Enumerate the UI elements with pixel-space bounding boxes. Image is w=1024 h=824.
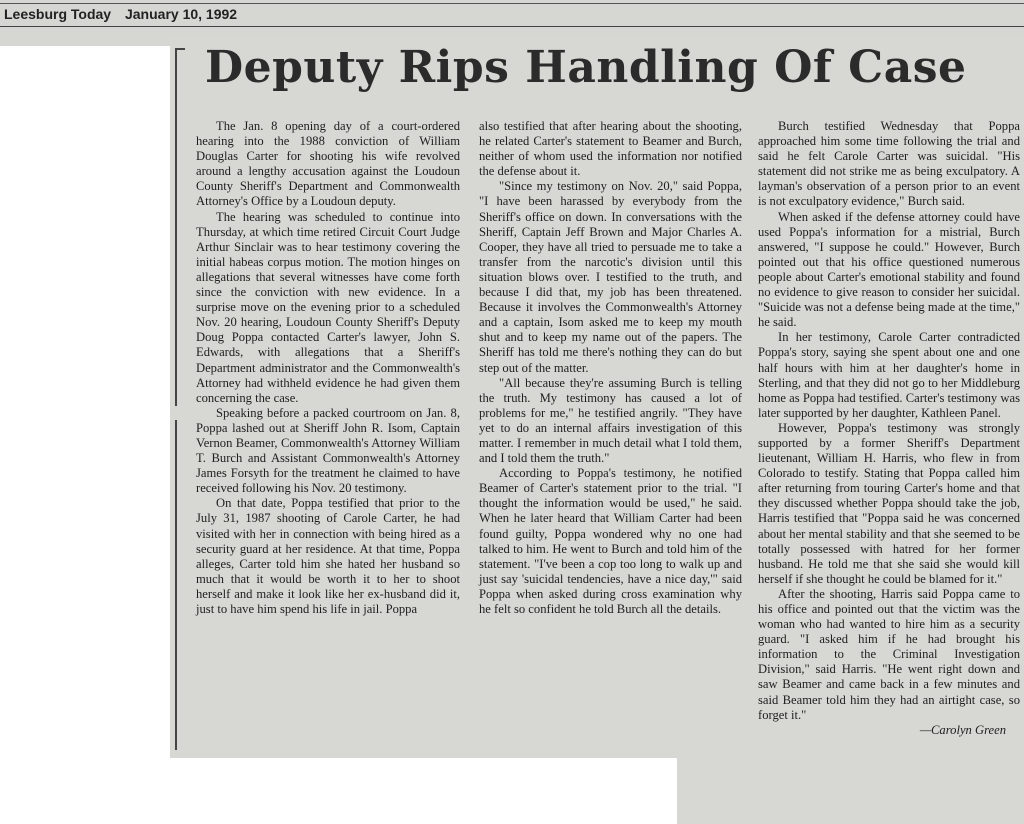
column-border-rule-lower [175, 420, 177, 750]
paragraph: The Jan. 8 opening day of a court-ordered hearing into the 1988 conviction of William Douglas Carter for shooting his wife revolved around a lengthy accusation against the Loudoun County Sheriff's Department and Commonwealth Attorney's Office by a Loudoun deputy. [196, 119, 460, 209]
paragraph: "All because they're assuming Burch is telling the truth. My testimony has caused a lot of problems for me," he testified angrily. "They have yet to do an internal affairs investigation of this matter. I remember in much detail what I told them, and I told them the truth." [479, 375, 742, 466]
byline: —Carolyn Green [919, 722, 1006, 737]
paragraph: According to Poppa's testimony, he notified Beamer of Carter's statement prior to the trial. "I thought the information would be used," he said. When he later heard that William Carter had been found guilty, Poppa wondered why no one had talked to him. He went to Burch and told him of the statement. "I've been a cop too long to walk up and just say 'suicidal tendencies, have a nice day,'" said Poppa when asked during cross examination why he felt so confident he told Burch all the details. [479, 466, 742, 616]
publication-date: January 10, 1992 [124, 6, 238, 22]
paragraph: When asked if the defense attorney could have used Poppa's information for a mistrial, Burch answered, "I suppose he could." However, Burch pointed out that his office questioned numerous people about Carter's emotional stability and found no evidence to give reason to consider her suicidal. "Suicide was not a defense being made at the time," he said. [758, 209, 1020, 330]
paragraph: Burch testified Wednesday that Poppa approached him some time following the trial and said he felt Carole Carter was suicidal. "His statement did not strike me as being exculpatory. A layman's observation of a person prior to an event is not exculpatory evidence," Burch said. [758, 119, 1020, 209]
article-column-2 [479, 119, 742, 617]
masthead-text [4, 6, 247, 22]
article-column-3 [758, 119, 1020, 738]
paragraph: On that date, Poppa testified that prior to the July 31, 1987 shooting of Carole Carter, he had visited with her in connection with being hired as a security guard at her residence. At that time, Poppa alleges, Carter told him she hated her husband so much that it would be worth it to her to shoot herself and make it look like her ex-husband did it, just to have him spend his life in jail. Poppa [196, 496, 460, 616]
paragraph: The hearing was scheduled to continue into Thursday, at which time retired Circuit Court Judge Arthur Sinclair was to hear testimony covering the initial habeas corpus motion. The motion hinges on allegations that several witnesses have come forth since the conviction with new evidence. In a surprise move on the evening prior to a scheduled Nov. 20 hearing, Loudoun County Sheriff's Deputy Doug Poppa contacted Carter's lawyer, John S. Edwards, with allegations that a Sheriff's Department administrator and the Commonwealth's Attorney had withheld evidence he had given them concerning the case. [196, 209, 460, 405]
column-border-rule [175, 48, 177, 406]
headline-corner-rule [175, 48, 185, 50]
paragraph: also testified that after hearing about the shooting, he related Carter's statement to Beamer and Burch, neither of whom used the information nor notified the defense about it. [479, 119, 742, 179]
article-clipping-tail [677, 757, 1024, 824]
paragraph: "Since my testimony on Nov. 20," said Poppa, "I have been harassed by everybody from the Sheriff's office on down. In conversations with the Sheriff, Captain Jeff Brown and Major Charles A. Cooper, they have all tried to persuade me to take a transfer from the narcotic's division until this situation blows over. I testified to the truth, and because I did that, my job has been threatened. Because it involves the Commonwealth's Attorney and a captain, Isom asked me to keep my mouth shut and to keep my name out of the papers. The Sheriff has told me there's nothing they can do but step out of the matter. [479, 179, 742, 375]
masthead-top-rule [0, 3, 1024, 4]
headline: Deputy Rips Handling Of Case [205, 42, 967, 93]
paragraph: Speaking before a packed courtroom on Jan. 8, Poppa lashed out at Sheriff John R. Isom, Captain Vernon Beamer, Commonwealth's Attorney William T. Burch and Assistant Commonwealth's Attorney James Forsyth for the treatment he claimed to have received following his Nov. 20 testimony. [196, 405, 460, 496]
masthead-rule [0, 26, 1024, 27]
paragraph: After the shooting, Harris said Poppa came to his office and pointed out that the victim was the woman who had wanted to hire him as a security guard. "I asked him if he had brought his information to the Criminal Investigation Division," said Harris. "He went right down and saw Beamer and came back in a few minutes and said Beamer told him they had an airtight case, so forget it." [758, 586, 1020, 722]
article-column-1 [196, 119, 460, 617]
publication-name: Leesburg Today [4, 6, 112, 22]
paragraph: In her testimony, Carole Carter contradicted Poppa's story, saying she spent about one and one half hours with him at her daughter's home in Sterling, and that they did not go to her Middleburg home as Poppa had testified. Carter's testimony was later supported by her daughter, Kathleen Panel. [758, 330, 1020, 420]
paragraph: However, Poppa's testimony was strongly supported by a former Sheriff's Department lieutenant, William H. Harris, who flew in from Colorado to testify. Stating that Poppa called him after returning from touring Carter's home and that they discussed whether Poppa should take the job, Harris testified that "Poppa said he was concerned about her mental stability and that she seemed to be totally possessed with hatred for her former husband. He told me that she said she would kill herself if she thought he could be blamed for it." [758, 420, 1020, 586]
